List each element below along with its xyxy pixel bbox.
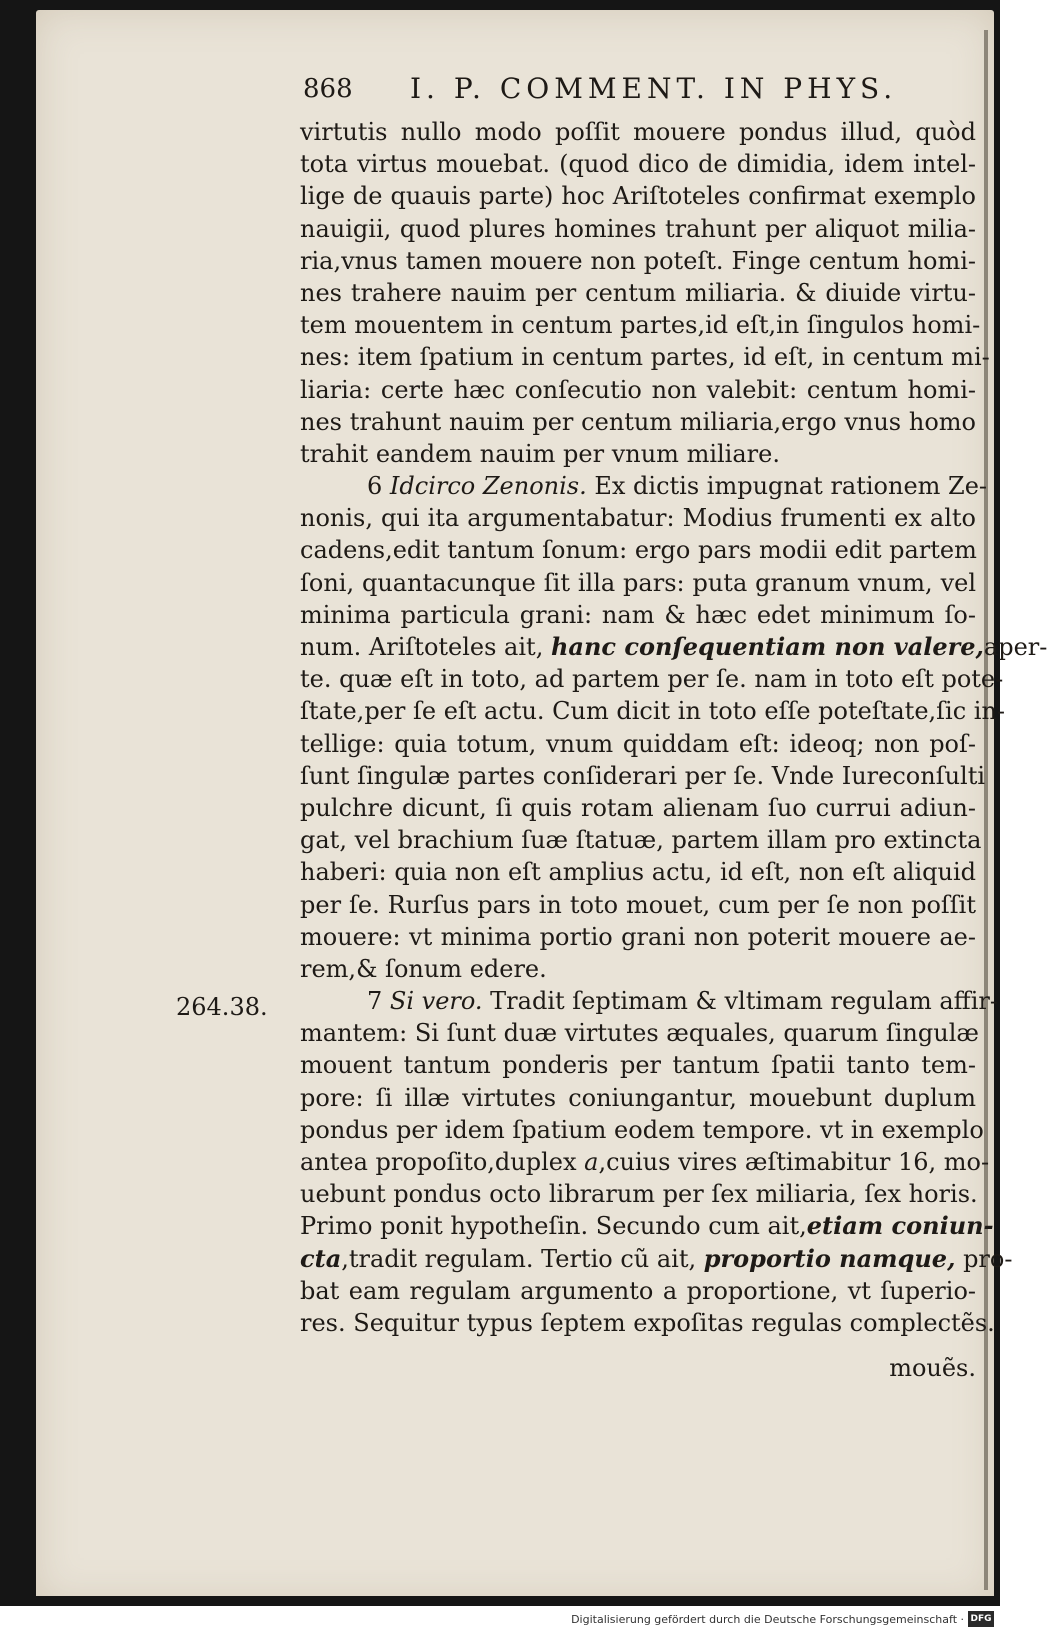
text-segment: pulchre dicunt, ſi quis rotam alienam ſuo currui adiun- [300, 793, 976, 822]
text-segment: pondus per idem ſpatium eodem tempore. vt in exemplo [300, 1115, 984, 1144]
text-segment: nonis, qui ita argumentabatur: Modius frumenti ex alto [300, 504, 976, 533]
running-title: I. P. COMMENT. IN PHYS. [410, 72, 898, 105]
text-line [300, 406, 976, 438]
text-segment: nauigii, quod plures homines trahunt per aliquot milia- [300, 214, 976, 243]
text-segment: haberi: quia non eſt amplius actu, id eſt, non eſt aliquid [300, 858, 976, 887]
text-line [300, 728, 976, 760]
text-segment: tota virtus mouebat. (quod dico de dimidia, idem intel- [300, 150, 976, 179]
text-segment: num. Ariſtoteles ait, [300, 633, 551, 661]
footer-bar [0, 1606, 1000, 1638]
text-segment: bat eam regulam argumento a proportione, vt ſuperio- [300, 1276, 976, 1305]
text-line [300, 953, 976, 985]
body-text [300, 116, 1047, 1339]
text-segment: trahit eandem nauim per vnum miliare. [300, 439, 780, 468]
text-line [300, 1243, 1013, 1275]
text-line [300, 599, 976, 631]
text-segment: nes trahere nauim per centum miliaria. & diuide virtu- [300, 278, 976, 307]
text-line [300, 695, 1006, 727]
text-line [300, 438, 976, 470]
text-segment: 7 [367, 987, 390, 1016]
text-segment: virtutis nullo modo poſſit mouere pondus illud, quòd [300, 118, 976, 146]
text-line [300, 1114, 984, 1146]
text-segment: aper- [983, 633, 1047, 661]
text-segment: lige de quauis parte) hoc Ariſtoteles confirmat exemplo [300, 182, 976, 211]
italic-phrase: etiam coniun- [806, 1211, 994, 1241]
catchword: mouẽs. [889, 1354, 976, 1382]
text-segment: ria,vnus tamen mouere non poteſt. Finge centum homi- [300, 246, 976, 275]
text-segment: liaria: certe hæc conſecutio non valebit: centum homi- [300, 375, 976, 404]
digitization-credit: Digitalisierung gefördert durch die Deutsche Forschungsgemeinschaft · [571, 1613, 964, 1626]
text-segment: pro- [955, 1244, 1013, 1273]
italic-phrase: Si vero. [389, 987, 483, 1016]
italic-phrase: proportio namque, [703, 1243, 956, 1273]
text-line [300, 1275, 976, 1307]
text-line [300, 213, 976, 245]
italic-phrase: hanc conſequentiam non valere, [550, 632, 984, 661]
text-line [300, 1210, 994, 1242]
text-segment: Ex dictis impugnat rationem Ze- [586, 472, 988, 501]
text-line [300, 631, 1047, 663]
text-line [300, 309, 981, 341]
text-line [300, 245, 976, 277]
text-line [300, 1049, 976, 1081]
text-segment: res. Sequitur typus ſeptem expoſitas regulas complectẽs. [300, 1308, 995, 1337]
text-line [300, 1307, 995, 1339]
text-line [300, 502, 976, 534]
text-segment: nes: item ſpatium in centum partes, id eſt, in centum mi- [300, 343, 990, 372]
text-segment: gat, vel brachium ſuæ ſtatuæ, partem illam pro extincta [300, 826, 982, 855]
text-line [300, 374, 976, 406]
text-segment: Tradit ſeptimam & vltimam regulam affir- [482, 987, 998, 1016]
text-line [300, 534, 976, 566]
text-line [300, 824, 982, 856]
text-line [300, 792, 976, 824]
text-segment: 6 [367, 472, 390, 501]
text-segment: uebunt pondus octo librarum per ſex miliaria, ſex horis. [300, 1180, 978, 1209]
page-bottom-border [36, 1596, 994, 1602]
text-segment: Primo ponit hypotheſin. Secundo cum ait, [300, 1212, 807, 1241]
text-segment: antea propoſito,duplex [300, 1148, 585, 1176]
text-line [300, 1178, 976, 1210]
text-segment: tem mouentem in centum partes,id eſt,in ſingulos homi- [300, 311, 981, 340]
text-line [300, 985, 998, 1017]
page-edge [984, 30, 988, 1590]
text-segment: pore: ſi illæ virtutes coniungantur, mouebunt duplum [300, 1083, 976, 1112]
text-segment: minima particula grani: nam & hæc edet minimum ſo- [300, 600, 976, 629]
text-line [300, 116, 976, 148]
text-segment: tellige: quia totum, vnum quiddam eſt: ideoq; non poſ- [300, 729, 976, 758]
text-line [300, 921, 976, 953]
text-segment: cadens,edit tantum ſonum: ergo pars modii edit partem [300, 536, 977, 565]
text-line [300, 180, 976, 212]
italic-phrase: Idcirco Zenonis. [389, 472, 587, 501]
text-segment: mouere: vt minima portio grani non poterit mouere ae- [300, 922, 976, 951]
text-segment: ſunt ſingulæ partes conſiderari per ſe. Vnde Iureconſulti [300, 761, 986, 790]
text-line [300, 1017, 979, 1049]
page-number: 868 [303, 74, 353, 104]
text-segment: ,cuius vires æſtimabitur 16, mo- [598, 1148, 990, 1176]
margin-note: 264.38. [176, 993, 268, 1021]
text-segment: nes trahunt nauim per centum miliaria,ergo vnus homo [300, 407, 976, 436]
text-line [300, 856, 976, 888]
text-segment: rem,& ſonum edere. [300, 954, 547, 983]
text-segment: ſoni, quantacunque ſit illa pars: puta granum vnum, vel [300, 568, 976, 597]
dfg-logo: DFG [968, 1611, 994, 1627]
text-segment: ſtate,per ſe eſt actu. Cum dicit in toto eſſe poteſtate,ſic in- [300, 697, 1006, 726]
text-segment: mantem: Si ſunt duæ virtutes æquales, quarum ſingulæ [300, 1019, 979, 1048]
italic-phrase: cta [300, 1243, 342, 1273]
text-segment: per ſe. Rurſus pars in toto mouet, cum per ſe non poſſit [300, 890, 976, 919]
page-header [0, 68, 1000, 114]
text-line [300, 889, 976, 921]
text-line [300, 663, 1004, 695]
text-line [300, 760, 986, 792]
text-segment: mouent tantum ponderis per tantum ſpatii tanto tem- [300, 1051, 976, 1080]
text-line [300, 1082, 976, 1114]
text-segment: ,tradit regulam. Tertio cũ ait, [341, 1244, 704, 1273]
italic-phrase: a [584, 1148, 599, 1176]
text-line [300, 567, 976, 599]
text-line [300, 1146, 990, 1178]
text-segment: te. quæ eſt in toto, ad partem per ſe. nam in toto eſt pote- [300, 665, 1004, 694]
text-line [300, 470, 988, 502]
text-line [300, 341, 990, 373]
text-line [300, 148, 976, 180]
text-line [300, 277, 976, 309]
catchword-block [300, 1352, 976, 1384]
